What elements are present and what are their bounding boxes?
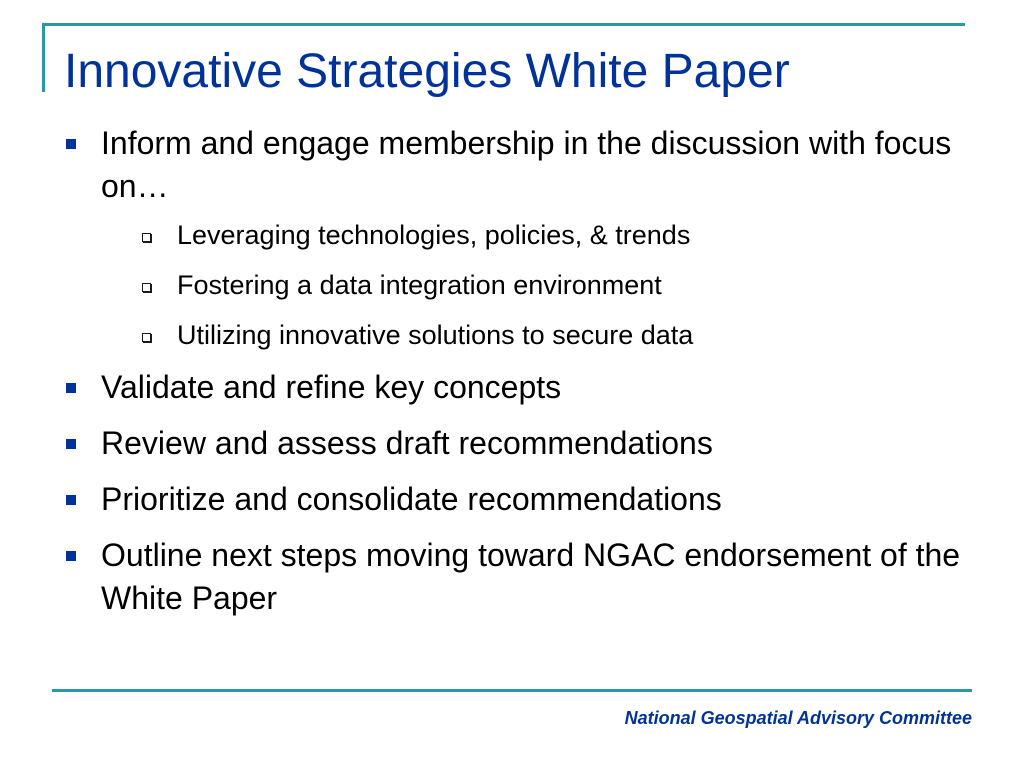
footer-organization-name: National Geospatial Advisory Committee bbox=[624, 708, 972, 728]
bullet-list bbox=[62, 122, 962, 620]
sub-bullet-text: Fostering a data integration environment bbox=[177, 270, 662, 300]
title-frame-left-rule bbox=[42, 23, 45, 92]
sub-bullet-item bbox=[101, 317, 962, 353]
bullet-text: Review and assess draft recommendations bbox=[101, 425, 713, 461]
hollow-square-bullet-icon bbox=[142, 333, 151, 342]
slide-title: Innovative Strategies White Paper bbox=[64, 45, 790, 98]
title-frame-top-rule bbox=[42, 23, 965, 26]
square-bullet-icon bbox=[66, 139, 76, 149]
bullet-item bbox=[62, 122, 962, 353]
hollow-square-bullet-icon bbox=[142, 233, 151, 242]
square-bullet-icon bbox=[66, 495, 76, 505]
bullet-text: Outline next steps moving toward NGAC endorsement of the White Paper bbox=[101, 537, 961, 616]
bullet-item bbox=[62, 422, 962, 465]
bullet-text: Inform and engage membership in the discussion with focus on… bbox=[101, 125, 952, 204]
sub-bullet-text: Leveraging technologies, policies, & trends bbox=[177, 220, 691, 250]
bullet-item bbox=[62, 534, 962, 620]
sub-bullet-item bbox=[101, 217, 962, 253]
sub-bullet-list bbox=[101, 217, 962, 353]
hollow-square-bullet-icon bbox=[142, 283, 151, 292]
footer-rule bbox=[52, 689, 972, 692]
bullet-item bbox=[62, 478, 962, 521]
sub-bullet-item bbox=[101, 267, 962, 303]
square-bullet-icon bbox=[66, 439, 76, 449]
square-bullet-icon bbox=[66, 383, 76, 393]
bullet-item bbox=[62, 366, 962, 409]
bullet-text: Validate and refine key concepts bbox=[101, 369, 562, 405]
bullet-text: Prioritize and consolidate recommendations bbox=[101, 481, 722, 517]
square-bullet-icon bbox=[66, 551, 76, 561]
sub-bullet-text: Utilizing innovative solutions to secure data bbox=[177, 320, 694, 350]
